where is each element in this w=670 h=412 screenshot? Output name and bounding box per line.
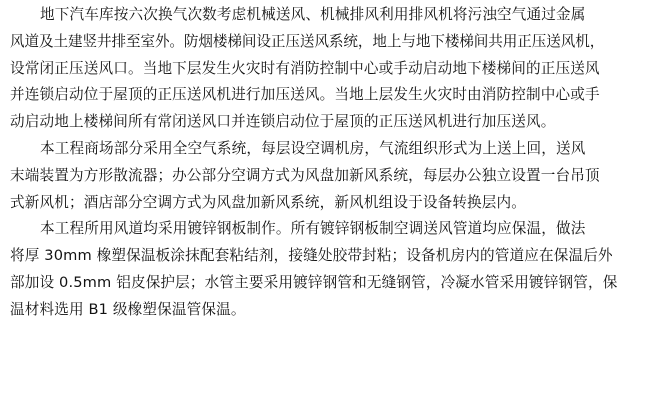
text-line: 将厚 30mm 橡塑保温板涂抹配套粘结剂，接缝处胶带封粘；设备机房内的管道应在保温后外 — [10, 247, 613, 265]
text-line: 式新风机；酒店部分空调方式为风盘加新风系统，新风机组设于设备转换层内。 — [10, 193, 527, 211]
text-line: 部加设 0.5mm 铝皮保护层；水管主要采用镀锌钢管和无缝钢管，冷凝水管采用镀锌钢管，保 — [10, 273, 618, 291]
text-line: 本工程商场部分采用全空气系统，每层设空调机房，气流组织形式为上送上回，送风 — [40, 139, 586, 157]
paragraph-air-conditioning — [10, 136, 658, 216]
text-line: 本工程所用风道均采用镀锌钢板制作。所有镀锌钢板制空调送风管道均应保温，做法 — [40, 220, 586, 238]
text-line: 设常闭正压送风口。当地下层发生火灾时有消防控制中心或手动启动地下楼梯间的正压送风 — [10, 59, 600, 77]
paragraph-garage-ventilation — [10, 2, 658, 136]
paragraph-duct-materials — [10, 216, 658, 323]
text-line: 风道及土建竖井排至室外。防烟楼梯间设正压送风系统，地上与地下楼梯间共用正压送风机， — [10, 32, 605, 50]
text-line: 并连锁启动位于屋顶的正压送风机进行加压送风。当地上层发生火灾时由消防控制中心或手 — [10, 86, 600, 104]
text-line: 末端装置为方形散流器；办公部分空调方式为风盘加新风系统，每层办公独立设置一台吊顶 — [10, 166, 600, 184]
text-line: 温材料选用 B1 级橡塑保温管保温。 — [10, 300, 246, 318]
text-line: 地下汽车库按六次换气次数考虑机械送风、机械排风利用排风机将污浊空气通过金属 — [40, 6, 586, 23]
text-line: 动启动地上楼梯间所有常闭送风口并连锁启动位于屋顶的正压送风机进行加压送风。 — [10, 113, 556, 131]
